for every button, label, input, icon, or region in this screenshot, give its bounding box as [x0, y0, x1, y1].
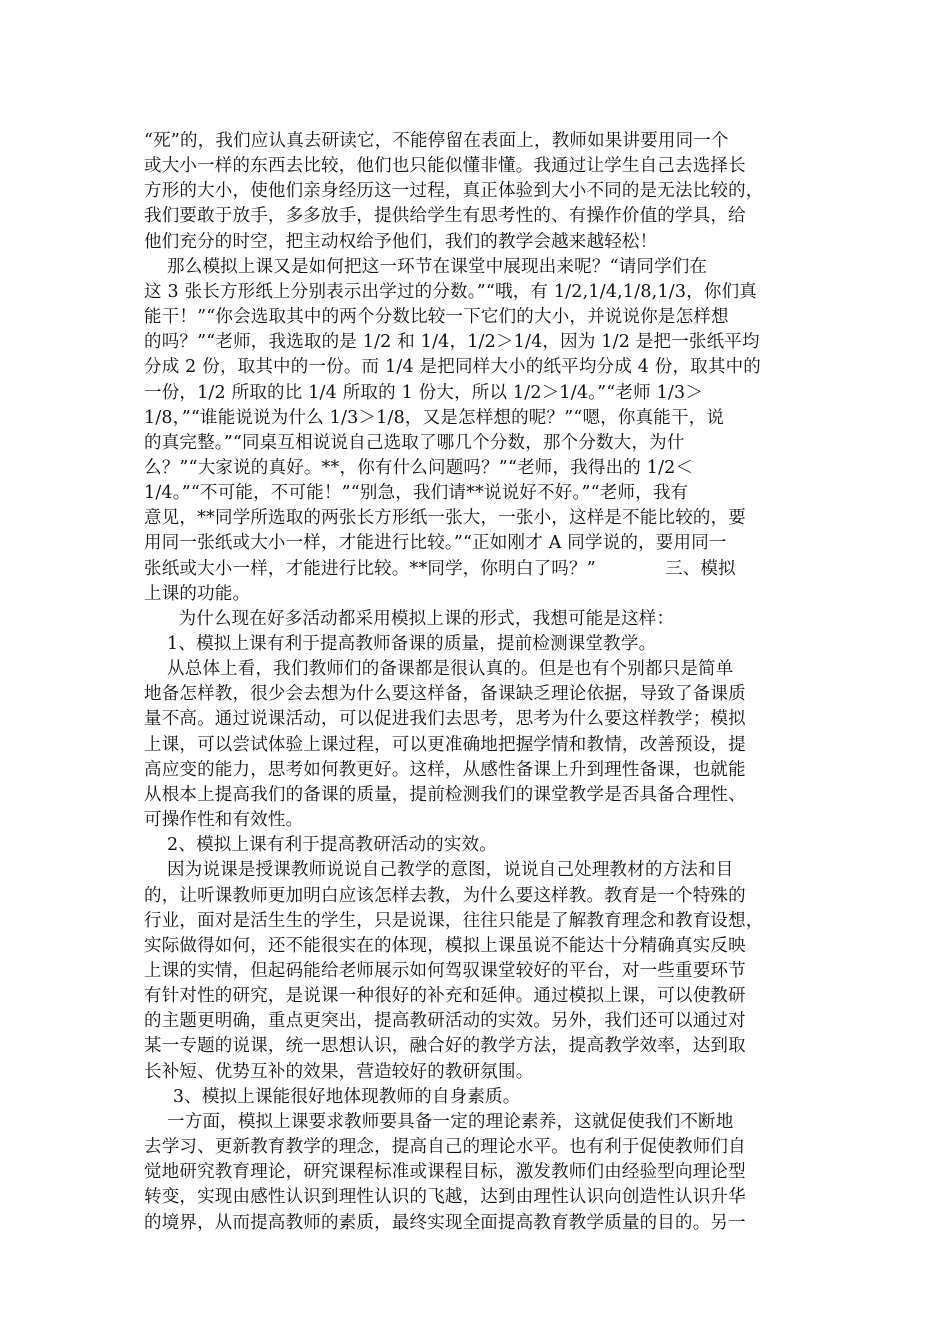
text-line: 1/4。”“不可能，不可能！”“别急，我们请**说说好不好。”“老师，我有 [144, 483, 689, 504]
text-line: 么？”“大家说的真好。**，你有什么问题吗？”“老师，我得出的 1/2＜ [144, 457, 694, 478]
text-line: 上课的功能。 [144, 583, 251, 604]
text-line: 为什么现在好多活动都采用模拟上课的形式，我想可能是这样： [144, 608, 675, 629]
text-line: 张纸或大小一样，才能进行比较。**同学，你明白了吗？” 三、模拟 [144, 558, 736, 579]
text-line: “死”的，我们应认真去研读它，不能停留在表面上，教师如果讲要用同一个 [144, 131, 729, 151]
text-line: 2、模拟上课有利于提高教研活动的实效。 [144, 835, 497, 856]
text-line: 他们充分的时空，把主动权给予他们，我们的教学会越来越轻松！ [144, 231, 658, 252]
text-line: 的境界，从而提高教师的素质，最终实现全面提高教育教学质量的目的。另一 [144, 1212, 746, 1233]
text-line: 觉地研究教育理论，研究课程标准或课程目标，激发教师们由经验型向理论型 [144, 1162, 746, 1183]
text-line: 高应变的能力，思考如何教更好。这样，从感性备课上升到理性备课，也就能 [144, 759, 746, 780]
text-line: 一份，1/2 所取的比 1/4 所取的 1 份大，所以 1/2＞1/4。”“老师 1/3＞ [144, 382, 704, 403]
text-line: 量不高。通过说课活动，可以促进我们去思考，思考为什么要这样教学；模拟 [144, 709, 746, 730]
text-line: 因为说课是授课教师说说自己教学的意图，说说自己处理教材的方法和目 [144, 860, 734, 881]
text-line: 上课，可以尝试体验上课过程，可以更准确地把握学情和教情，改善预设，提 [144, 734, 746, 755]
text-line: 1、模拟上课有利于提高教师备课的质量，提前检测课堂教学。 [144, 634, 657, 654]
text-line: 一方面，模拟上课要求教师要具备一定的理论素养，这就促使我们不断地 [144, 1111, 734, 1132]
text-line: 上课的实情，但起码能给老师展示如何驾驭课堂较好的平台，对一些重要环节 [144, 960, 746, 981]
text-line: 的，让听课教师更加明白应该怎样去教，为什么要这样教。教育是一个特殊的 [144, 885, 746, 906]
text-line: 可操作性和有效性。 [144, 810, 304, 830]
text-line: 能干！”“你会选取其中的两个分数比较一下它们的大小，并说说你是怎样想 [144, 307, 729, 327]
text-line: 分成 2 份，取其中的一份。而 1/4 是把同样大小的纸平均分成 4 份，取其中的 [144, 357, 762, 378]
text-line: 3、模拟上课能很好地体现教师的自身素质。 [144, 1086, 521, 1107]
text-line: 我们要敢于放手，多多放手，提供给学生有思考性的、有操作价值的学具，给 [144, 206, 746, 227]
text-line: 的吗？”“老师，我选取的是 1/2 和 1/4，1/2＞1/4，因为 1/2 是把一张纸平均 [144, 332, 760, 353]
text-line: 这 3 张长方形纸上分别表示出学过的分数。”“哦，有 1/2,1/4,1/8,1/3，你们真 [144, 281, 758, 302]
text-line: 意见，**同学所选取的两张长方形纸一张大，一张小，这样是不能比较的，要 [144, 508, 746, 529]
text-line: 1/8，”“谁能说说为什么 1/3＞1/8，又是怎样想的呢？”“嗯，你真能干，说 [144, 407, 725, 428]
text-line: 行业，面对是活生生的学生，只是说课，往往只能是了解教育理念和教育设想， [144, 910, 764, 931]
text-line: 用同一张纸或大小一样，才能进行比较。”“正如刚才 A 同学说的，要用同一 [144, 533, 727, 554]
text-line: 某一专题的说课，统一思想认识，融合好的教学方法，提高教学效率，达到取 [144, 1036, 746, 1057]
text-line: 长补短、优势互补的效果，营造较好的教研氛围。 [144, 1061, 534, 1082]
text-line: 去学习、更新教育教学的理念，提高自己的理论水平。也有利于促使教师们自 [144, 1137, 746, 1157]
text-line: 方形的大小，使他们亲身经历这一过程，真正体验到大小不同的是无法比较的， [144, 181, 764, 202]
text-line: 从总体上看，我们教师们的备课都是很认真的。但是也有个别都只是简单 [144, 659, 734, 680]
text-line: 从根本上提高我们的备课的质量，提前检测我们的课堂教学是否具备合理性、 [144, 784, 746, 805]
text-line: 地备怎样教，很少会去想为什么要这样备，备课缺乏理论依据，导致了备课质 [144, 684, 746, 705]
text-line: 有针对性的研究，是说课一种很好的补充和延伸。通过模拟上课，可以使教研 [144, 986, 746, 1007]
text-line: 或大小一样的东西去比较，他们也只能似懂非懂。我通过让学生自己去选择长 [144, 156, 746, 177]
text-line: 的真完整。”“同桌互相说说自己选取了哪几个分数，那个分数大，为什 [144, 432, 685, 453]
text-line: 那么模拟上课又是如何把这一环节在课堂中展现出来呢？“请同学们在 [144, 256, 708, 277]
text-line: 实际做得如何，还不能很实在的体现，模拟上课虽说不能达十分精确真实反映 [144, 935, 746, 956]
text-line: 的主题更明确，重点更突出，提高教研活动的实效。另外，我们还可以通过对 [144, 1011, 746, 1032]
text-line: 转变，实现由感性认识到理性认识的飞越，达到由理性认识向创造性认识升华 [144, 1187, 746, 1208]
